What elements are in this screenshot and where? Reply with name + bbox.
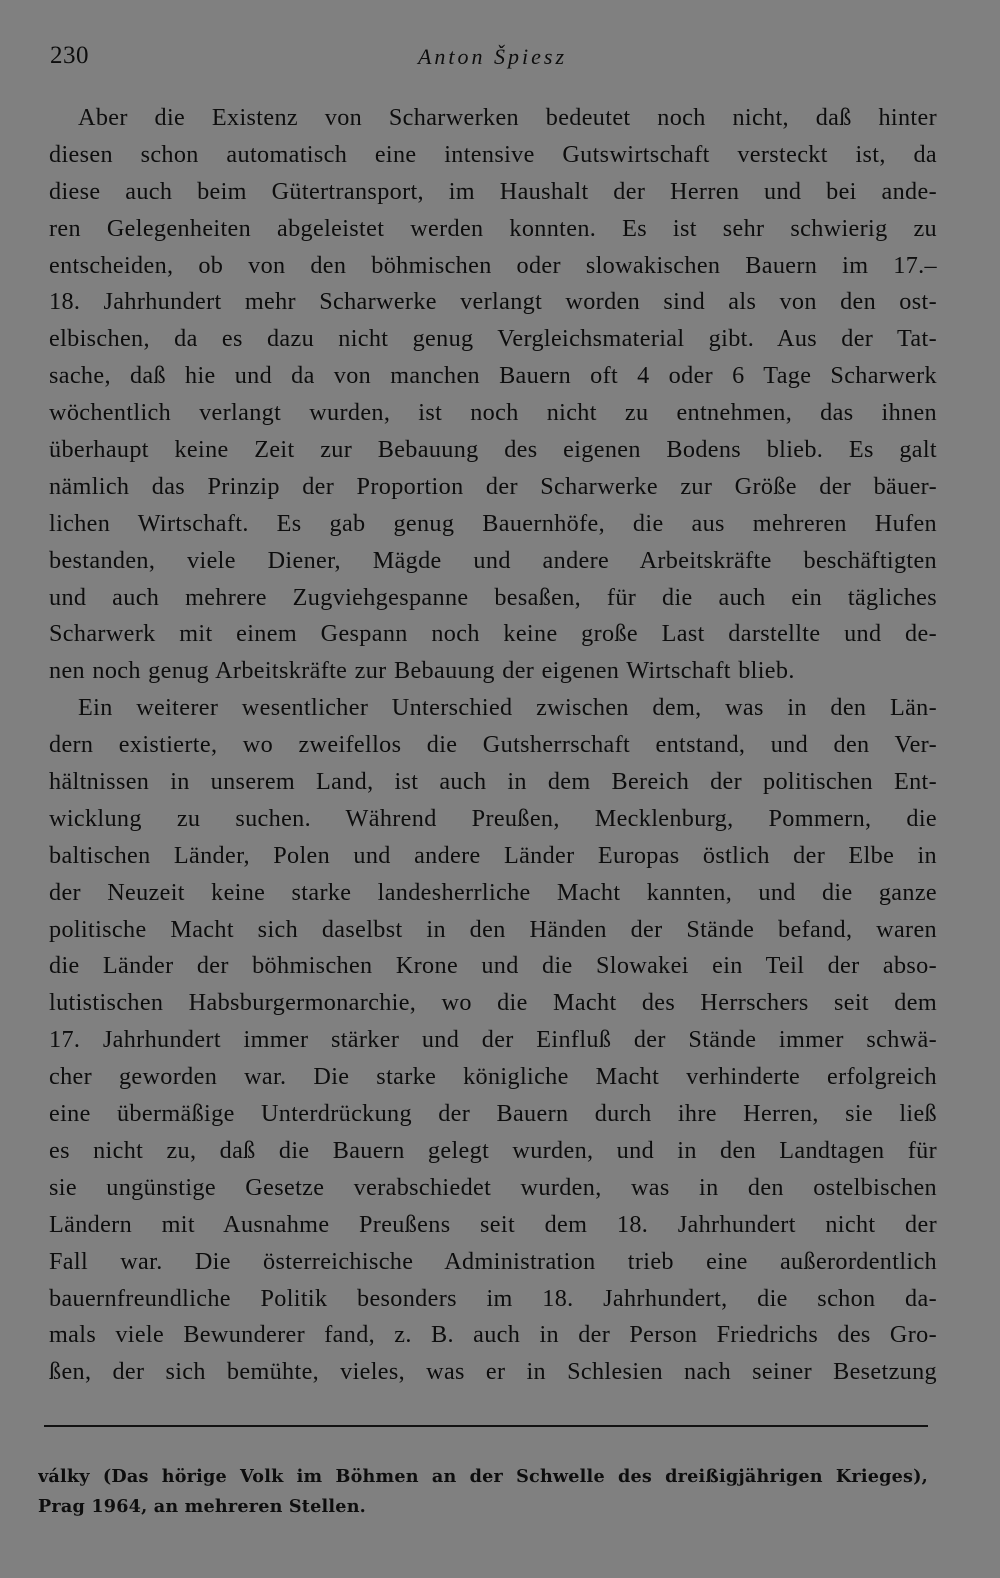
body-line: wicklung zu suchen. Während Preußen, Mecklenburg, Pommern, die bbox=[49, 804, 937, 832]
body-line: hältnissen in unserem Land, ist auch in dem Bereich der politischen Ent- bbox=[49, 768, 937, 796]
body-line: sie ungünstige Gesetze verabschiedet wurden, was in den ostelbischen bbox=[49, 1173, 937, 1201]
body-line: eine übermäßige Unterdrückung der Bauern durch ihre Herren, sie ließ bbox=[49, 1100, 937, 1128]
body-line: ßen, der sich bemühte, vieles, was er in Schlesien nach seiner Besetzung bbox=[49, 1358, 937, 1386]
body-line: überhaupt keine Zeit zur Bebauung des eigenen Bodens blieb. Es galt bbox=[49, 436, 937, 464]
body-line: baltischen Länder, Polen und andere Länder Europas östlich der Elbe in bbox=[49, 841, 937, 869]
body-line: nämlich das Prinzip der Proportion der Scharwerke zur Größe der bäuer- bbox=[49, 472, 937, 500]
body-line: sache, daß hie und da von manchen Bauern oft 4 oder 6 Tage Scharwerk bbox=[49, 362, 937, 390]
body-line: 17. Jahrhundert immer stärker und der Einfluß der Stände immer schwä- bbox=[49, 1026, 937, 1054]
body-line: es nicht zu, daß die Bauern gelegt wurden, und in den Landtagen für bbox=[49, 1136, 937, 1164]
running-head: Anton Špiesz bbox=[417, 44, 568, 69]
body-line: diese auch beim Gütertransport, im Haushalt der Herren und bei ande- bbox=[49, 177, 937, 205]
body-line: cher geworden war. Die starke königliche Macht verhinderte erfolgreich bbox=[49, 1063, 937, 1091]
body-line: Aber die Existenz von Scharwerken bedeutet noch nicht, daß hinter bbox=[78, 104, 937, 131]
footnote-line: války (Das hörige Volk im Böhmen an der Schwelle des dreißigjährigen Krieges), bbox=[38, 1466, 928, 1487]
body-line: elbischen, da es dazu nicht genug Vergleichsmaterial gibt. Aus der Tat- bbox=[49, 325, 937, 353]
body-line: die Länder der böhmischen Krone und die Slowakei ein Teil der abso- bbox=[49, 952, 937, 980]
body-line: Scharwerk mit einem Gespann noch keine große Last darstellte und de- bbox=[49, 620, 937, 648]
body-line: lutistischen Habsburgermonarchie, wo die Macht des Herrschers seit dem bbox=[49, 989, 937, 1017]
body-line: nen noch genug Arbeitskräfte zur Bebauung der eigenen Wirtschaft blieb. bbox=[49, 657, 795, 685]
body-line: Ein weiterer wesentlicher Unterschied zwischen dem, was in den Län- bbox=[78, 694, 937, 722]
body-line: 18. Jahrhundert mehr Scharwerke verlangt worden sind als von den ost- bbox=[49, 288, 937, 316]
body-line: bestanden, viele Diener, Mägde und andere Arbeitskräfte beschäftigten bbox=[49, 546, 937, 574]
body-line: politische Macht sich daselbst in den Händen der Stände befand, waren bbox=[49, 915, 937, 943]
footnote-rule bbox=[44, 1425, 928, 1427]
body-line: bauernfreundliche Politik besonders im 18. Jahrhundert, die schon da- bbox=[49, 1284, 937, 1312]
body-line: der Neuzeit keine starke landesherrliche Macht kannten, und die ganze bbox=[49, 878, 937, 906]
body-text bbox=[49, 100, 937, 1391]
body-line: wöchentlich verlangt wurden, ist noch nicht zu entnehmen, das ihnen bbox=[49, 399, 937, 427]
body-line: lichen Wirtschaft. Es gab genug Bauernhöfe, die aus mehreren Hufen bbox=[49, 509, 937, 537]
body-line: Fall war. Die österreichische Administration trieb eine außerordentlich bbox=[49, 1247, 937, 1275]
body-line: und auch mehrere Zugviehgespanne besaßen, für die auch ein tägliches bbox=[49, 583, 937, 611]
body-line: entscheiden, ob von den böhmischen oder slowakischen Bauern im 17.– bbox=[49, 251, 937, 279]
page-header bbox=[50, 42, 935, 78]
footnote-line: Prag 1964, an mehreren Stellen. bbox=[38, 1496, 367, 1517]
body-line: dern existierte, wo zweifellos die Gutsherrschaft entstand, und den Ver- bbox=[49, 731, 937, 759]
page-number: 230 bbox=[50, 42, 89, 69]
body-line: mals viele Bewunderer fand, z. B. auch in der Person Friedrichs des Gro- bbox=[49, 1321, 937, 1349]
body-line: ren Gelegenheiten abgeleistet werden konnten. Es ist sehr schwierig zu bbox=[49, 214, 937, 242]
body-line: diesen schon automatisch eine intensive Gutswirtschaft versteckt ist, da bbox=[49, 140, 937, 168]
body-line: Ländern mit Ausnahme Preußens seit dem 18. Jahrhundert nicht der bbox=[49, 1210, 937, 1238]
footnote bbox=[38, 1462, 928, 1522]
